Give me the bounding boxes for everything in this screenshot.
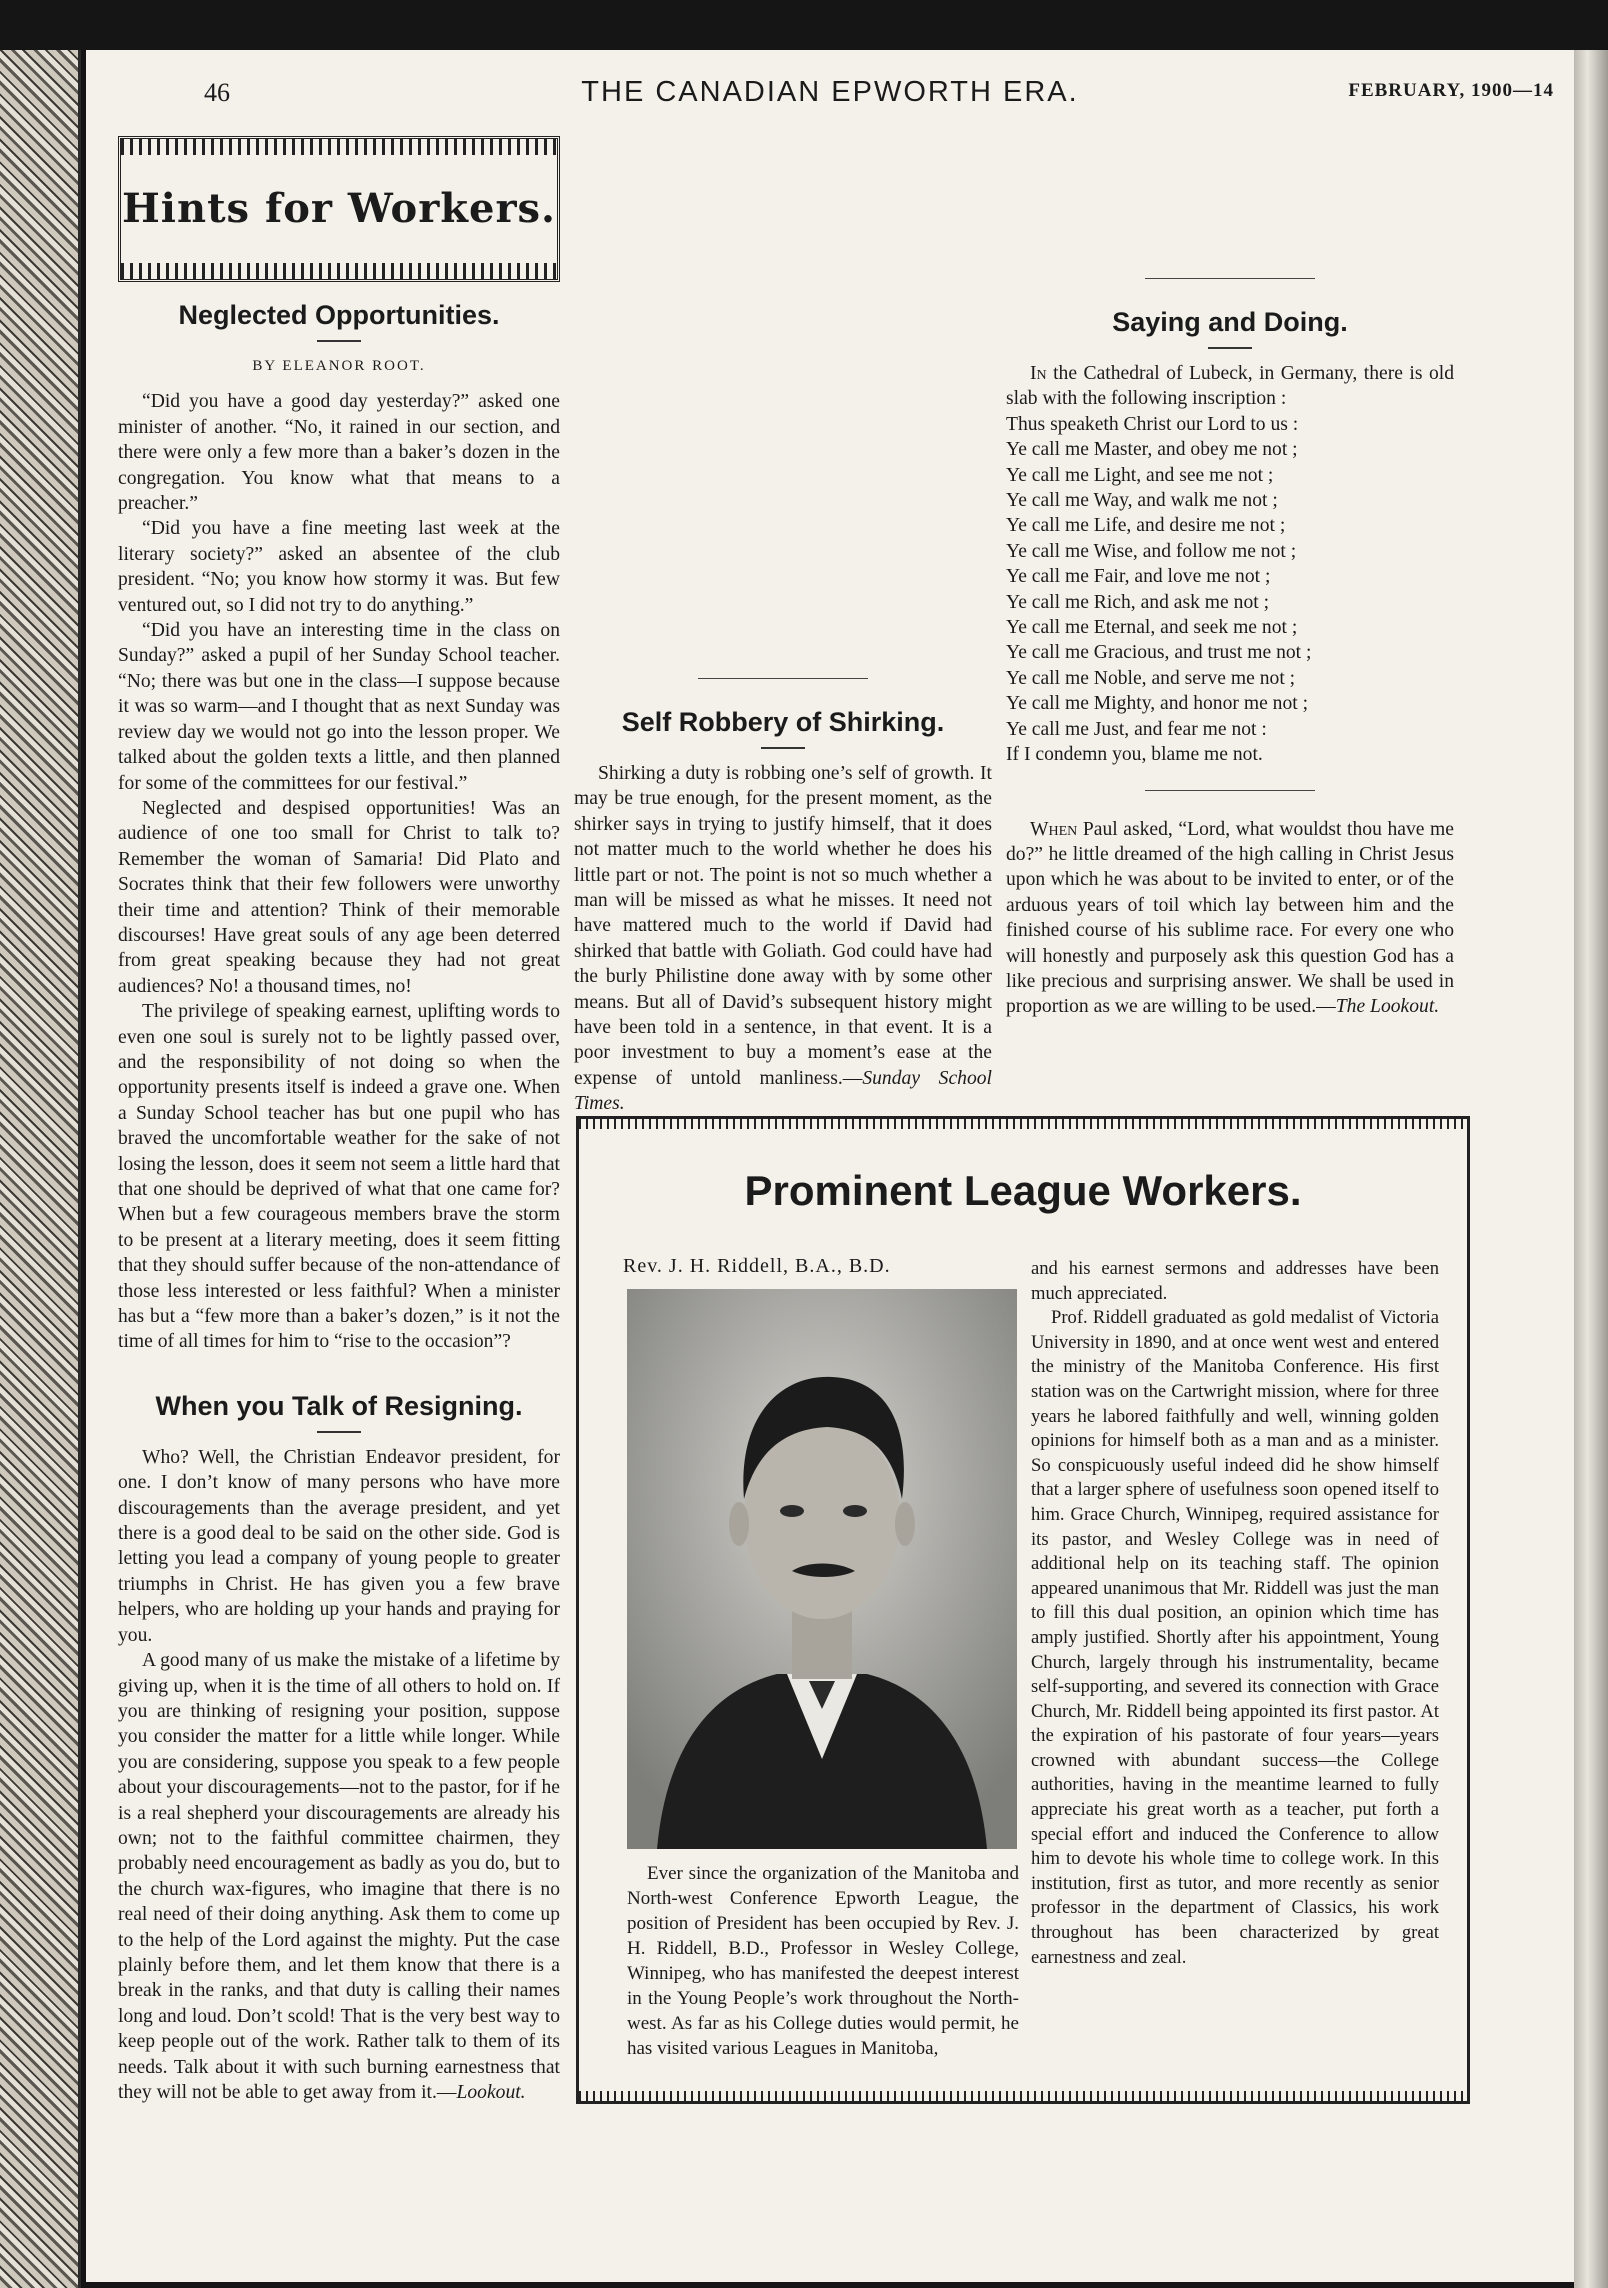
source-credit: The Lookout.: [1335, 996, 1440, 1018]
league-heading: Prominent League Workers.: [744, 1167, 1302, 1214]
column-3: [1006, 136, 1454, 1020]
divider: [317, 1431, 361, 1433]
poem-line: Ye call me Just, and fear me not :: [1006, 718, 1267, 740]
poem-line: Ye call me Wise, and follow me not ;: [1006, 540, 1297, 562]
poem-line: Ye call me Master, and obey me not ;: [1006, 439, 1298, 461]
lead-word: In: [1030, 363, 1047, 384]
portrait-caption: Rev. J. H. Riddell, B.A., B.D.: [623, 1255, 891, 1277]
poem-line: Ye call me Life, and desire me not ;: [1006, 515, 1286, 537]
lead-word: When: [1030, 818, 1078, 840]
paragraph: Neglected and despised opportunities! Was an audience of one too small for Christ to talk to? Remember the woman of Samaria! Did Plato and Socrates think that their few followers were unworthy their time and attention? Think of their memorable discourses! Have great souls of any age been deterred from great speaking because they had not great audiences? No! a thousand times, no!: [118, 797, 560, 997]
column-2: [574, 136, 992, 1117]
poem-line: Ye call me Gracious, and trust me not ;: [1006, 642, 1312, 664]
portrait-image: [627, 1289, 1017, 1849]
poem-line: Ye call me Light, and see me not ;: [1006, 464, 1274, 486]
paragraph: [118, 1648, 560, 2105]
poem-line: Ye call me Eternal, and seek me not ;: [1006, 617, 1298, 639]
league-text-left: [627, 1861, 1019, 2061]
shirking-heading: Self Robbery of Shirking.: [621, 707, 945, 737]
source-credit: Lookout.: [456, 2082, 526, 2103]
source-credit: Sunday School Times.: [574, 1067, 992, 1115]
paragraph: [1006, 817, 1454, 1020]
separator: [1145, 790, 1315, 791]
page-number: 46: [204, 78, 230, 107]
separator: [1145, 278, 1315, 279]
paragraph-text: A good many of us make the mistake of a lifetime by giving up, when it is the time of all others to hold on. If you are thinking of resigning your position, suppose you consider the matter for a little while longer. While you are considering, suppose you speak to a few people about your discouragements—not to the pastor, for if he is a real shepherd your discouragements are already his own; not to the faithful committee chairmen, they probably need encouragement as badly as you do, but to the church wax-figures, who imagine that there is no real need of their doing anything. Ask them to come up to the help of the Lord against the mighty. Put the case plainly before them, and let them know that there is a break in the ranks, and that duty is calling their names long and loud. Don’t scold! That is the very best way to keep people out of the work. Rather talk to them of its needs. Talk about it with such burning earnestness that they will not be able to get away from it.—: [118, 1650, 560, 2103]
league-workers-box: [576, 1116, 1470, 2104]
paragraph-text: Paul asked, “Lord, what wouldst thou have me do?” he little dreamed of the high calling in Christ Jesus upon which he was about to be invited to enter, or of the arduous years of toil which lay between him and the finished course of his sublime race. For every one who will honestly and purposely ask this question God has a like precious and surprising answer. We shall be used in proportion as we are willing to be used.—: [1006, 818, 1454, 1018]
page-header: [86, 70, 1574, 130]
separator: [698, 678, 868, 679]
poem-line: Ye call me Noble, and serve me not ;: [1006, 667, 1296, 689]
divider: [317, 340, 361, 342]
magazine-title: THE CANADIAN EPWORTH ERA.: [581, 76, 1079, 108]
byline: BY ELEANOR ROOT.: [252, 358, 426, 374]
book-edge-left: [0, 50, 81, 2288]
divider: [1208, 347, 1252, 349]
poem-line: Ye call me Rich, and ask me not ;: [1006, 591, 1270, 613]
portrait-photo: [627, 1289, 1017, 1849]
paragraph: Who? Well, the Christian Endeavor president, for one. I don’t know of many persons who have more discouragements than the average president, and yet there is a good deal to be said on the other side. God is letting you lead a company of young people to greater triumphs in Christ. He has given you a few brave helpers, who are holding up your hands and praying for you.: [118, 1446, 560, 1646]
paragraph: Ever since the organization of the Manitoba and North-west Conference Epworth League, the position of President has been occupied by Rev. J. H. Riddell, B.D., Professor in Wesley College, Winnipeg, who has manifested the deepest interest in the Young People’s work throughout the North-west. As far as his College duties would permit, he has visited various Leagues in Manitoba,: [627, 1863, 1019, 2059]
paragraph: “Did you have an interesting time in the class on Sunday?” asked a pupil of her Sunday School teacher. “No; there was but one in the class—I suppose because it was so warm—and I thought that as next Sunday was review day we would not go into the lesson proper. We talked about the golden texts a little, and then planned for some of the committees for our festival.”: [118, 620, 560, 794]
paragraph: “Did you have a good day yesterday?” asked one minister of another. “No, it rained in our section, and there were only a few more than a baker’s dozen in the congregation. You know what that means to a preacher.”: [118, 391, 560, 515]
resigning-heading: When you Talk of Resigning.: [155, 1390, 523, 1421]
poem-line: Ye call me Mighty, and honor me not ;: [1006, 693, 1309, 715]
book-edge-right: [1574, 50, 1608, 2288]
poem-line: Thus speaketh Christ our Lord to us :: [1006, 413, 1299, 435]
league-text-right: [1031, 1257, 1439, 1970]
column-1: [118, 136, 560, 2105]
poem-line: Ye call me Way, and walk me not ;: [1006, 490, 1278, 512]
paragraph: Prof. Riddell graduated as gold medalist of Victoria University in 1890, and at once went west and entered the ministry of the Manitoba Conference. His first station was on the Cartwright mission, where for three years he labored faithfully and well, winning golden opinions for himself both as a man and as a minister. So conspicuously useful indeed did he show himself that a larger sphere of usefulness soon opened itself to him. Grace Church, Winnipeg, required assistance for its pastor, and Wesley College was in need of additional help on its teaching staff. The opinion appeared unanimous that Mr. Riddell was just the man to fill this dual position, an opinion which time has amply justified. Shortly after his appointment, Young Church, largely through his instrumentality, became self-supporting, and severed its connection with Grace Church, Mr. Riddell being appointed its first pastor. At the expiration of his pastorate of four years—years crowned with abundant success—the College authorities, having in the meantime learned to fully appreciate his great worth as a teacher, put forth a special effort and induced the Conference to allow him to devote his whole time to college work. In this institution, first as tutor, and more recently as senior professor in the department of Classics, his work throughout has been characterized by great earnestness and zeal.: [1031, 1307, 1439, 1968]
paragraph: [1006, 361, 1454, 412]
paragraph-text: Shirking a duty is robbing one’s self of growth. It may be true enough, for the present moment, as the shirker says in trying to justify himself, that it does not matter much to the world whether he does his little part or not. The point is not so much whether a man will be missed as what he misses. It need not have mattered much to the world if David had shirked that battle with Goliath. God could have had the burly Philistine done away with by some other means. But all of David’s subsequent history might have been told in a sentence, in that event. It is a poor investment to buy a moment’s ease at the expense of untold manliness.—: [574, 763, 992, 1089]
inscription-poem: [1006, 412, 1454, 768]
hints-banner: [118, 136, 560, 282]
paragraph: [574, 761, 992, 1117]
paragraph: “Did you have a fine meeting last week at the literary society?” asked an absentee of the club president. “No; you know how stormy it was. But few ventured out, so I did not try to do anything.”: [118, 518, 560, 616]
paragraph-text: the Cathedral of Lubeck, in Germany, there is old slab with the following inscription :: [1006, 363, 1454, 410]
poem-line: Ye call me Fair, and love me not ;: [1006, 566, 1271, 588]
hints-banner-text: Hints for Workers.: [122, 185, 556, 233]
saying-heading: Saying and Doing.: [1112, 307, 1348, 337]
divider: [761, 747, 805, 749]
neglected-heading: Neglected Opportunities.: [178, 300, 500, 330]
paragraph: and his earnest sermons and addresses have been much appreciated.: [1031, 1258, 1439, 1304]
paragraph: The privilege of speaking earnest, uplifting words to even one soul is surely not to be lightly passed over, and the responsibility of not doing so when the opportunity presents itself is indeed a grave one. When a Sunday School teacher has but one pupil who has braved the uncomfortable weather for the sake of not losing the lesson, does it seem not seem a little hard that that one should be deprived of what that one came for? When but a few courageous members brave the storm to be present at a literary meeting, does it seem fitting that they should suffer because of the non-attendance of those less interested or less faithful? When a minister has but a “few more than a baker’s dozen,” is it not the time of all times for him to “rise to the occasion”?: [118, 1001, 560, 1353]
issue-date: FEBRUARY, 1900—14: [1348, 80, 1554, 101]
poem-line: If I condemn you, blame me not.: [1006, 744, 1263, 766]
